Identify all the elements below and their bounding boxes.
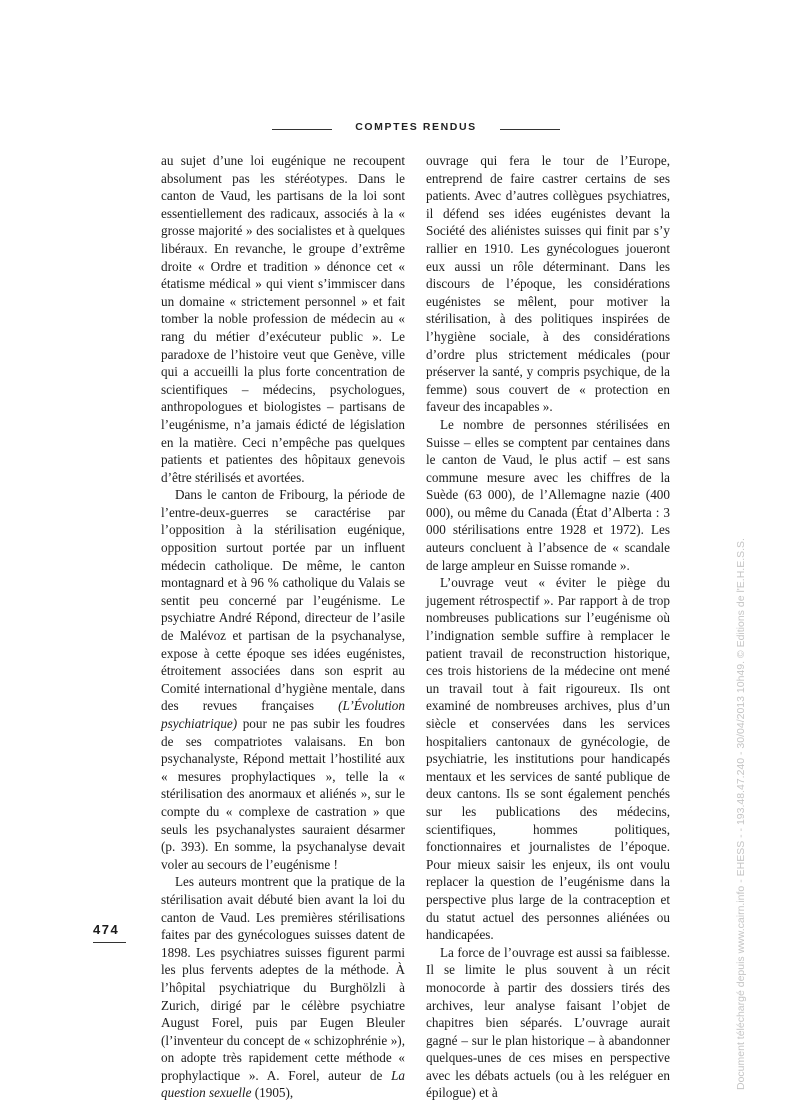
right-column xyxy=(426,152,670,1102)
paragraph-text: (1905), xyxy=(251,1085,294,1101)
header-rule-left xyxy=(272,129,332,130)
book-title: La question sexuelle xyxy=(161,1067,405,1101)
running-header-title: COMPTES RENDUS xyxy=(355,121,477,133)
paragraph xyxy=(161,873,405,1102)
paragraph-text: Dans le canton de Fribourg, la période de l’entre-deux-guerres se caractérise par l’opposition à la stérilisation eugénique, opposition surtout portée par un influent médecin catholique. De même, le canton montagnard et à 96 % catholique du Valais se sentit peu concerné par l’eugénisme. Le psychiatre André Répond, directeur de l’asile de Malévoz et partisan de la psychanalyse, expose à cette époque ses idées eugénistes, étroitement associées dans son esprit au Comité international d’hygiène mentale, dans des revues françaises xyxy=(161,487,405,714)
paragraph: ouvrage qui fera le tour de l’Europe, entreprend de faire castrer certains de ses patients. Avec d’autres collègues psychiatres, il défend ses idées eugénistes devant la Société des aliénistes suisses qui finit par s’y rallier en 1910. Les gynécologues joueront eux aussi un rôle déterminant. Dans les discours de l’époque, les considérations eugénistes se mêlent, pour motiver la stérilisation, à des politiques inspirées de l’hygiène sociale, à des considérations d’ordre plus strictement médicales (pour préserver la santé, y compris psychique, de la femme) sous couvert de « protection en faveur des incapables ». xyxy=(426,153,670,415)
running-header xyxy=(0,121,800,137)
left-column xyxy=(161,152,405,1102)
paragraph: L’ouvrage veut « éviter le piège du jugement rétrospectif ». Par rapport à de trop nombreuses publications sur l’eugénisme où l’indignation semble suffire à remplacer le patient travail de reconstruction historique, ces trois historiens de la médecine ont mené un travail tout à fait rigoureux. Ils ont examiné de nombreuses archives, plus d’un siècle et conservées dans les services hospitaliers cantonaux de gynécologie, de psychiatrie, les institutions pour handicapés mentaux et les services de santé publique de deux cantons. Ils se sont également penchés sur les publications des médecins, scientifiques, hommes politiques, fonctionnaires et journalistes de l’époque. Pour mieux saisir les enjeux, ils ont voulu replacer la question de l’eugénisme dans la perspective plus large de la contraception et du statut actuel des personnes aliénées ou handicapées. xyxy=(426,575,670,943)
paragraph: Le nombre de personnes stérilisées en Suisse – elles se comptent par centaines dans le canton de Vaud, le plus actif – est sans commune mesure avec les chiffres de la Suède (63 000), de l’Allemagne nazie (400 000), ou même du Canada (État d’Alberta : 3 000 stérilisations entre 1928 et 1972). Les auteurs concluent à l’absence de « scandale de large ampleur en Suisse romande ». xyxy=(426,416,670,573)
page-number-rule xyxy=(93,942,126,943)
paragraph-text: Les auteurs montrent que la pratique de la stérilisation avait débuté bien avant la loi du canton de Vaud. Les premières stérilisations faites par des gynécologues suisses datent de 1898. Les psychiatres suisses figurent parmi les plus fervents adeptes de la méthode. À l’hôpital psychiatrique du Burghölzli à Zurich, dirigé par le célèbre psychiatre August Forel, puis par Eugen Bleuler (l’inventeur du concept de « schizophrénie »), on adopte très rapidement cette méthode « prophylactique ». A. Forel, auteur de xyxy=(161,874,405,1083)
paragraph xyxy=(161,486,405,873)
journal-title: (L’Évolution psychiatrique) xyxy=(161,698,405,731)
header-rule-right xyxy=(500,129,560,130)
page-number: 474 xyxy=(93,922,120,937)
paragraph-text: pour ne pas subir les foudres de ses compatriotes valaisans. En bon psychanalyste, Répond mettait l’hostilité aux « mesures prophylactiques », telle la « stérilisation des anormaux et aliénés », sur le compte du « complexe de castration » que seuls les psychanalystes sauraient désarmer (p. 393). En somme, la psychanalyse devait voler au secours de l’eugénisme ! xyxy=(161,716,405,872)
download-watermark: Document téléchargé depuis www.cairn.info - EHESS - - 193.48.47.240 - 30/04/2013 10h49. © Editions de l'E.H.E.S.S. xyxy=(735,538,747,1090)
paragraph: La force de l’ouvrage est aussi sa faiblesse. Il se limite le plus souvent à un récit monocorde à partir des dossiers tirés des archives, leur analyse faisant l’objet de chapitres bien séparés. L’ouvrage aurait gagné – sur le plan historique – à abandonner quelques-unes de ces mises en perspective avec les débats actuels (ou à les reléguer en épilogue) et à xyxy=(426,944,670,1101)
paragraph: au sujet d’une loi eugénique ne recoupent absolument pas les stéréotypes. Dans le canton de Vaud, les partisans de la loi sont essentiellement des radicaux, associés à la « grosse majorité » des socialistes et à quelques libéraux. En revanche, le groupe d’extrême droite « Ordre et tradition » dénonce cet « étatisme médical » qui vient s’immiscer dans un domaine « strictement personnel » et fait tomber la noble profession de médecin au « rang du métier d’exécuteur public ». Le paradoxe de l’histoire veut que Genève, ville qui a accueilli la plus forte concentration de scientifiques – médecins, psychologues, anthropologues et biologistes – partisans de l’eugénisme, n’a jamais édicté de législation en la matière. Ceci n’empêche pas quelques patients et patientes des hôpitaux genevois d’être stérilisés et avortées. xyxy=(161,153,405,485)
